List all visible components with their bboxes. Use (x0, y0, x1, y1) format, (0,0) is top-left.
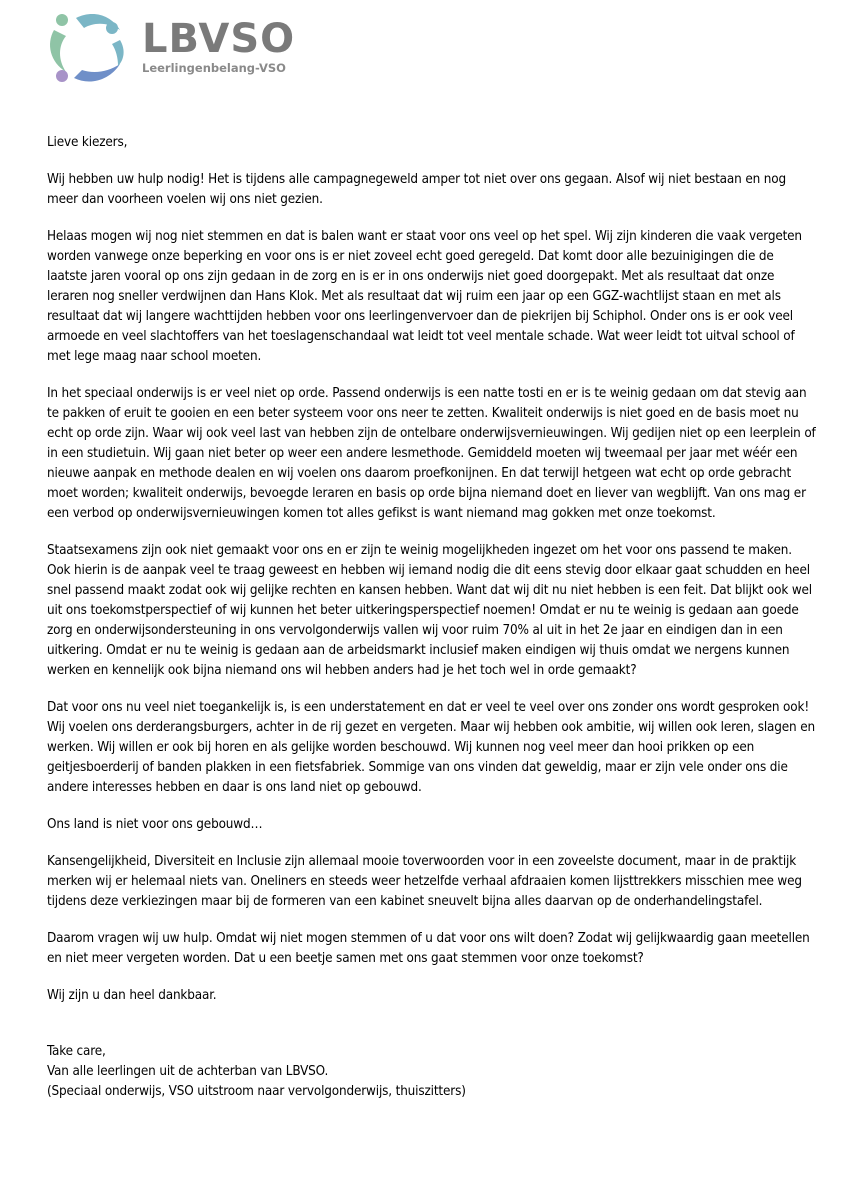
greeting: Lieve kiezers, (47, 135, 128, 150)
signoff-line: (Speciaal onderwijs, VSO uitstroom naar vervolgonderwijs, thuiszitters) (47, 1084, 466, 1099)
paragraph: Helaas mogen wij nog niet stemmen en dat is balen want er staat voor ons veel op het spel. Wij zijn kinderen die vaak vergeten worden vanwege onze beperking en voor ons is er niet zoveel echt goed geregeld. Dat komt door alle bezuinigingen die de laatste jaren vooral op ons zijn gedaan in de zorg en is er in ons onderwijs niet goed doorgepakt. Met als resultaat dat onze leraren nog sneller verdwijnen dan Hans Klok. Met als resultaat dat wij ruim een jaar op een GGZ-wachtlijst staan en met als resultaat dat wij langere wachttijden hebben voor ons leerlingenvervoer dan de piekrijen bij Schiphol. Onder ons is er ook veel armoede en veel slachtoffers van het toeslagenschandaal wat leidt tot veel mentale schade. Wat weer leidt tot uitval school of met lege maag naar school moeten. (47, 229, 802, 364)
paragraph: Daarom vragen wij uw hulp. Omdat wij niet mogen stemmen of u dat voor ons wilt doen? Zodat wij gelijkwaardig gaan meetellen en niet meer vergeten worden. Dat u een beetje samen met ons gaat stemmen voor onze toekomst? (47, 931, 810, 966)
brand-subtitle: Leerlingenbelang-VSO (142, 60, 286, 75)
brand-name: LBVSO (142, 15, 296, 62)
paragraph: Wij hebben uw hulp nodig! Het is tijdens alle campagnegeweld amper tot niet over ons gegaan. Alsof wij niet bestaan en nog meer dan voorheen voelen wij ons niet gezien. (47, 172, 786, 207)
letter-body (47, 133, 817, 1102)
signoff-line: Take care, (47, 1044, 106, 1059)
letterhead (40, 4, 295, 88)
people-circle-logo-icon (40, 6, 132, 86)
signoff (47, 1042, 817, 1102)
paragraph: Wij zijn u dan heel dankbaar. (47, 988, 217, 1003)
paragraph: Kansengelijkheid, Diversiteit en Inclusie zijn allemaal mooie toverwoorden voor in een zoveelste document, maar in de praktijk merken wij er helemaal niets van. Oneliners en steeds weer hetzelfde verhaal afdraaien komen lijsttrekkers misschien mee weg tijdens deze verkiezingen maar bij de formeren van een kabinet sneuvelt bijna alles daarvan op de onderhandelingstafel. (47, 854, 802, 909)
paragraph: In het speciaal onderwijs is er veel niet op orde. Passend onderwijs is een natte tosti en er is te weinig gedaan om dat stevig aan te pakken of eruit te gooien en een beter systeem voor ons neer te zetten. Kwaliteit onderwijs is niet goed en de basis moet nu echt op orde zijn. Waar wij ook veel last van hebben zijn de ontelbare onderwijsvernieuwingen. Wij gedijen niet op een leerplein of in een studietuin. Wij gaan niet beter op weer een andere lesmethode. Gemiddeld moeten wij tweemaal per jaar met wéér een nieuwe aanpak en methode dealen en wij voelen ons daarom proefkonijnen. En dat terwijl hetgeen wat echt op orde gebracht moet worden; kwaliteit onderwijs, bevoegde leraren en basis op orde bijna niemand doet en liever van wegblijft. Van ons mag er een verbod op onderwijsvernieuwingen komen tot alles gefikst is want niemand mag gokken met onze toekomst. (47, 386, 816, 521)
paragraph: Staatsexamens zijn ook niet gemaakt voor ons en er zijn te weinig mogelijkheden ingezet om het voor ons passend te maken. Ook hierin is de aanpak veel te traag geweest en hebben wij iemand nodig die dit eens stevig door elkaar gaat schudden en heel snel passend maakt zodat ook wij gelijke rechten en kansen hebben. Want dat wij dit nu niet hebben is een feit. Dat blijkt ook wel uit ons toekomstperspectief of wij kunnen het beter uitkeringsperspectief noemen! Omdat er nu te weinig is gedaan aan goede zorg en onderwijsondersteuning in ons vervolgonderwijs vallen wij voor ruim 70% al uit in het 2e jaar en eindigen dan in een uitkering. Omdat er nu te weinig is gedaan aan de arbeidsmarkt inclusief maken eindigen wij thuis omdat we nergens kunnen werken en kennelijk ook bijna niemand ons wil hebben anders had je het toch wel in orde gemaakt? (47, 543, 813, 678)
signoff-line: Van alle leerlingen uit de achterban van LBVSO. (47, 1064, 329, 1079)
brand (142, 15, 296, 75)
paragraph: Dat voor ons nu veel niet toegankelijk is, is een understatement en dat er veel te veel over ons zonder ons wordt gesproken ook! Wij voelen ons derderangsburgers, achter in de rij gezet en vergeten. Maar wij hebben ook ambitie, wij willen ook leren, slagen en werken. Wij willen er ook bij horen en als gelijke worden beschouwd. Wij kunnen nog veel meer dan hooi prikken op een geitjesboerderij of banden plakken in een fietsfabriek. Sommige van ons vinden dat geweldig, maar er zijn vele onder ons die andere interesses hebben en daar is ons land niet op gebouwd. (47, 700, 815, 795)
paragraph: Ons land is niet voor ons gebouwd… (47, 817, 263, 832)
